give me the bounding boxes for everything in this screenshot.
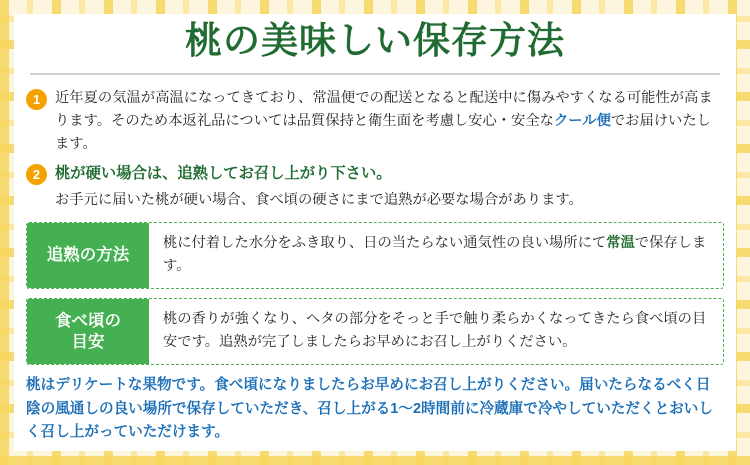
info-box-text: [149, 299, 723, 364]
footer-note: 桃はデリケートな果物です。食べ頃になりましたらお早めにお召し上がりください。届いたらなるべく日陰の風通しの良い場所で保存していただき、召し上がる1〜2時間前に冷蔵庫で冷やしていただくとおいしく召し上がっていただけます。: [26, 377, 713, 440]
item-1-highlight: クール便: [553, 112, 611, 129]
title-divider: [30, 73, 720, 75]
info-box-label-line2: 目安: [71, 332, 105, 351]
item-1-text-before: 近年夏の気温が高温になってきており、常温便での配送となると配送中に傷みやすくなる可能性が高まります。そのため本返礼品については品質保持と衛生面を考慮し安心・安全な: [55, 89, 713, 129]
item-2-body: [55, 162, 724, 212]
info-box-ripeness-guide: [26, 298, 724, 365]
info-box-label: [27, 299, 149, 364]
item-1-body: [55, 87, 724, 156]
list-item: [26, 87, 724, 156]
box-2-text: 桃の香りが強くなり、ヘタの部分をそっと手で触り柔らかくなってきたら食べ頃の目安です。追熟が完了しましたらお早めにお召し上がりください。: [163, 310, 707, 351]
info-box-label-lines: [55, 311, 121, 352]
box-1-text-before: 桃に付着した水分をふき取り、日の当たらない通気性の良い場所にて: [163, 234, 607, 251]
list-item: [26, 162, 724, 212]
box-1-highlight: 常温: [606, 234, 635, 251]
step-badge-1: 1: [26, 89, 47, 110]
box-1-text-after: で保存します。: [163, 234, 707, 274]
step-badge-2: 2: [26, 164, 47, 185]
item-2-sub: お手元に届いた桃が硬い場合、食べ頃の硬さにまで追熟が必要な場合があります。: [55, 191, 583, 208]
info-box-text: [149, 223, 723, 288]
page-title: 桃の美味しい保存方法: [185, 20, 565, 61]
info-box-label: 追熟の方法: [27, 223, 149, 288]
info-box-label-line1: 食べ頃の: [55, 312, 121, 330]
item-2-lead: 桃が硬い場合は、追熟してお召し上がり下さい。: [55, 165, 392, 183]
info-box-ripening-method: [26, 222, 724, 289]
item-1-text-after: でお届けいたします。: [55, 112, 711, 152]
info-boxes: [26, 222, 724, 366]
